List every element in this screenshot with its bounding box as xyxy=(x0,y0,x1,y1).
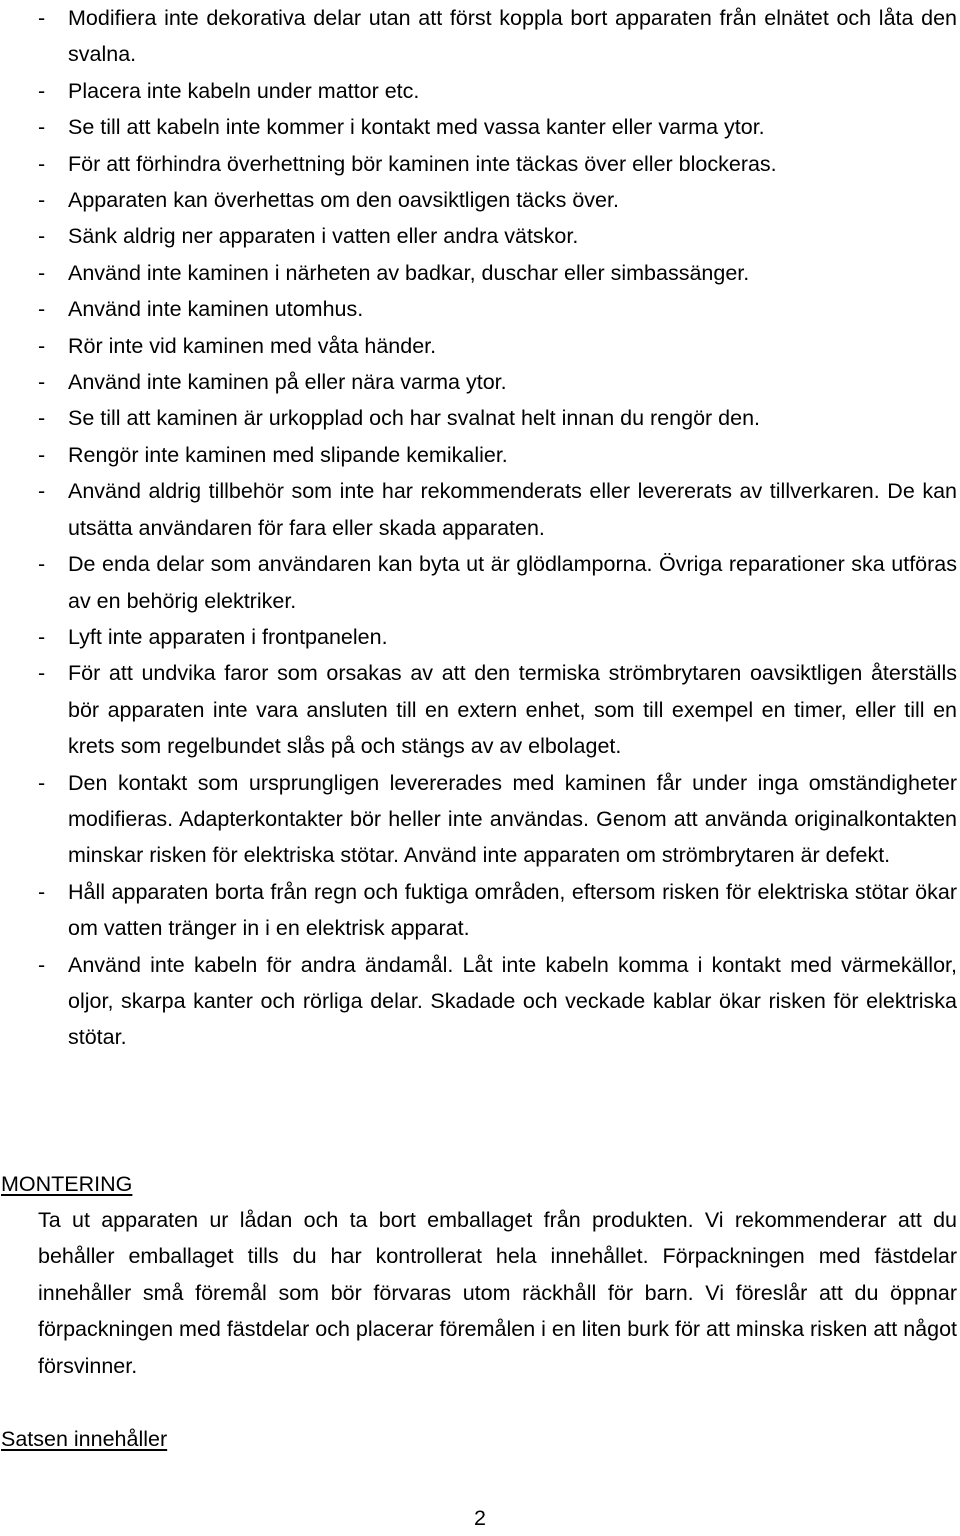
list-item xyxy=(0,619,960,655)
bullet-dash: - xyxy=(38,115,46,140)
bullet-dash: - xyxy=(38,6,46,30)
list-item-text: Använd inte kaminen utomhus. xyxy=(68,297,364,322)
list-item-text: Använd inte kabeln för andra ändamål. Låt inte kabeln komma i kontakt med värmekällor, oljor, skarpa kanter och rörliga delar. Skadade och veckade kablar ökar risken för elektriska stötar. xyxy=(68,952,957,1050)
list-item xyxy=(0,364,960,400)
bullet-dash: - xyxy=(38,333,46,358)
bullet-dash: - xyxy=(38,297,46,322)
bullet-dash: - xyxy=(38,879,46,904)
list-item xyxy=(0,291,960,327)
bullet-dash: - xyxy=(38,952,46,977)
montering-heading: MONTERING xyxy=(1,1172,133,1196)
list-item-text: Placera inte kabeln under mattor etc. xyxy=(68,78,420,103)
bullet-dash: - xyxy=(38,770,46,795)
list-item-text: För att förhindra överhettning bör kaminen inte täckas över eller blockeras. xyxy=(68,151,777,176)
page-number: 2 xyxy=(474,1506,486,1530)
list-item xyxy=(0,73,960,109)
list-item xyxy=(0,400,960,436)
list-item xyxy=(0,437,960,473)
list-item-text: Håll apparaten borta från regn och fuktiga områden, eftersom risken för elektriska stötar ökar om vatten tränger in i en elektrisk apparat. xyxy=(68,879,957,941)
list-item xyxy=(0,655,960,764)
list-item-text: Använd inte kaminen på eller nära varma ytor. xyxy=(68,370,507,395)
list-item-text: Använd aldrig tillbehör som inte har rekommenderats eller levererats av tillverkaren. De kan utsätta användaren för fara eller skada apparaten. xyxy=(68,479,957,540)
bullet-dash: - xyxy=(38,188,46,213)
bullet-dash: - xyxy=(38,260,46,285)
list-item xyxy=(0,0,960,73)
list-item xyxy=(0,947,960,1056)
list-item-text: Rengör inte kaminen med slipande kemikalier. xyxy=(68,442,508,467)
list-item xyxy=(0,218,960,254)
list-item-text: Se till att kaminen är urkopplad och har svalnat helt innan du rengör den. xyxy=(68,406,761,431)
montering-paragraph: Ta ut apparaten ur lådan och ta bort emballaget från produkten. Vi rekommenderar att du behåller emballaget tills du har kontrollerat hela innehållet. Förpackningen med fästdelar innehåller små föremål som bör förvaras utom räckhåll för barn. Vi föreslår att du öppnar förpackningen med fästdelar och placerar föremålen i en liten burk för att minska risken att något försvinner. xyxy=(38,1208,958,1378)
bullet-dash: - xyxy=(38,151,46,176)
bullet-dash: - xyxy=(38,479,46,504)
list-item xyxy=(0,182,960,218)
bullet-dash: - xyxy=(38,406,46,431)
bullet-dash: - xyxy=(38,442,46,467)
list-item-text: Modifiera inte dekorativa delar utan att först koppla bort apparaten från elnätet och låta den svalna. xyxy=(68,6,957,67)
list-item-text: Rör inte vid kaminen med våta händer. xyxy=(68,333,437,358)
list-item-text: Använd inte kaminen i närheten av badkar, duschar eller simbassänger. xyxy=(68,260,750,285)
list-item xyxy=(0,328,960,364)
satsen-heading: Satsen innehåller xyxy=(1,1427,168,1451)
list-item-text: De enda delar som användaren kan byta ut är glödlamporna. Övriga reparationer ska utföras av en behörig elektriker. xyxy=(68,552,957,613)
list-item xyxy=(0,109,960,145)
list-item-text: För att undvika faror som orsakas av att den termiska strömbrytaren oavsiktligen återställs bör apparaten inte vara ansluten till en extern enhet, som till exempel en timer, eller till en krets som regelbundet slås på och stängs av av elbolaget. xyxy=(68,661,957,759)
list-item xyxy=(0,473,960,546)
list-item xyxy=(0,874,960,947)
bullet-dash: - xyxy=(38,370,46,395)
list-item xyxy=(0,146,960,182)
bullet-dash: - xyxy=(38,552,46,577)
bullet-dash: - xyxy=(38,661,46,686)
list-item-text: Den kontakt som ursprungligen levererades med kaminen får under inga omständigheter modifieras. Adapterkontakter bör heller inte användas. Genom att använda originalkontakten minskar risken för elektriska stötar. Använd inte apparaten om strömbrytaren är defekt. xyxy=(68,770,957,868)
list-item-text: Sänk aldrig ner apparaten i vatten eller andra vätskor. xyxy=(68,224,579,249)
list-item xyxy=(0,255,960,291)
bullet-dash: - xyxy=(38,624,46,649)
list-item xyxy=(0,546,960,619)
list-item-text: Apparaten kan överhettas om den oavsiktligen täcks över. xyxy=(68,188,619,213)
list-item-text: Se till att kabeln inte kommer i kontakt med vassa kanter eller varma ytor. xyxy=(68,115,765,140)
bullet-dash: - xyxy=(38,224,46,249)
list-item-text: Lyft inte apparaten i frontpanelen. xyxy=(68,624,388,649)
bullet-dash: - xyxy=(38,78,46,103)
list-item xyxy=(0,765,960,874)
